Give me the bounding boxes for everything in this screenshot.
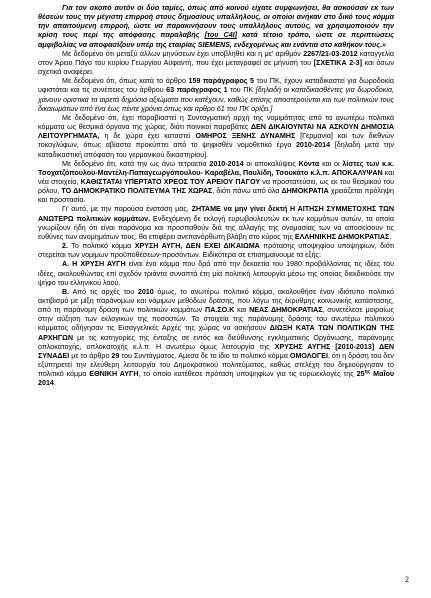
text-span: και όσων σχετικά αναφέρει. [38,58,394,77]
text-span: πρότασης υποψηφίου υποψηφίων, διότι στερείται των νομίμων προϋποθέσεων-προσόντων. Ειδικότερα σε επισημαίνουμε τα εξής: [38,242,394,260]
text-span: 2267/21-03-2012 [303,49,358,58]
text-span: 29 [111,351,120,360]
text-span: είναι ένα κόμμα που δρά από την δεκαετία του 1980 προβάλλοντας τις ιδέες του ιδέες, ακολουθώντας επί σχεδόν τριάντα συναπτά έτη μία πολιτική λειτουργία μέσω της οποίας διεκδικούσε την ψήφο του ελληνικού λαού. [38,260,394,287]
text-span: με τις κατηγορίες της ένταξης σε εντός και διεύθυνσης εγκληματικής Οργάνωσης, παράνομης οπλοκατοχής, οπλοκατοχής κ.λ.π. Η ανωτέρω όμως λειτουργία της [38,333,394,351]
text-span: , συνετέλεσε μοιραίως στην αύξηση των εκλογικών της ποσοστών. Τα στοιχεία της παράνομης δράσης του ανωτέρω πολιτικού κόμματος οδήγησαν τις Εισαγγελικές Αρχές της χώρας να ασκήσουν [38,306,394,333]
text-span: ΤΟ ΔΗΜΟΚΡΑΤΙΚΟ ΠΟΛΙΤΕΥΜΑ ΤΗΣ ΧΩΡΑΣ [61,187,213,196]
text-span: και [234,306,250,315]
text-span: λίστες των κ.κ. Τσοχατζόπουλου-Μαντέλη-Παπαγεωργόπουλου- Καραβέλα, Παυλίδη, Τσουκάτο κ.λ.π. ΑΠΟΚΑΛΥΨΑΝ [38,159,394,177]
text-span: ΠΑ.ΣΟ.Κ [205,306,235,315]
paragraph [38,77,394,114]
text-span: ΝΕΑΣ ΔΗΜΟΚΡΑΤΙΑΣ [249,306,323,315]
paragraph [38,288,394,389]
text-span: ΔΗΜΟΚΡΑΤΙΑ [281,187,329,196]
text-span: 25 [356,370,365,379]
text-span: του Συντάγματος. Αμεσα δε το ίδιο το πολιτικό κόμμα [119,351,290,360]
paragraph-quote [38,4,394,50]
text-span: [Γερμανία] και των διεθνών τοκογλύφων, όπως αβίαστα προκύπτει από το ψηφισθέν νομοθετικό έργο [38,132,394,150]
section-number: 2. [62,242,68,251]
text-span: [του C4I] [204,31,238,40]
text-span: η δε χώρα έχει καταστεί [99,132,196,141]
text-span: ΔΕΝ ΔΙΚΑΙΟΥΝΤΑΙ ΝΑ ΑΣΚΟΥΝ ΔΗΜΟΣΙΑ ΛΕΙΤΟΥΡΓΗΜΑΤΑ, [38,123,394,141]
page-number: 2 [405,575,409,584]
text-span: ΟΜΗΡΟΣ ΞΕΝΗΣ ΔΥΝΑΜΗΣ [195,132,296,141]
text-span: οι αποκαλύψεις [243,159,299,168]
paragraph [38,260,394,287]
text-span: 159 παράγραφος 5 [188,77,255,86]
paragraph [38,160,394,206]
paragraph [38,114,394,160]
document-body [38,4,394,389]
text-span: [ΣΧΕΤΙΚΑ 2-3] [313,58,362,67]
text-span: και νέα στοιχεία, [38,168,394,186]
text-span: 2010-2014 [209,159,244,168]
text-span: όμως, το ανωτέρω πολιτικό κόμμα, ακολουθήσε έναν ιδιότυπο πολιτικό ακτιβισμό με μίξη παράνομων και νόμιμων μεθόδων δράσης, που λόγω της έκρυθμης κοινωνικής κατάστασης, από τη παράνομη δράση των πολιτικών κομμάτων [38,287,394,315]
text-span: , το οποίο κατέθεσε πρόταση υποψηφίων για τις ευρωεκλογές της [138,370,357,379]
text-span: , διότι πάνω από όλα [212,187,282,196]
text-span: Για τον σκοπό αυτόν οι δύο ταμίες, όπως από κοινού είχατε συμφωνήσει, θα ασκούσαν εκ των θέσεών τους την μέγιστη επιρροή στους δημοσίους υπαλλήλους, οι οποίοι ανήκαν στο δικό τους κόμμα την απαιτούμενη επιρροή, ώστε να παρακινήσουν τους υπαλλήλους αυτούς, να χρησιμοποιούν την κρίση τους περί της απόφασης παραλαβής [38,4,394,40]
text-span: ΖΗΤΑΜΕ να μην γίνει δεκτή Η ΑΙΤΗΣΗ ΣΥΜΜΕΤΟΧΗΣ ΤΩΝ ΑΝΩΤΕΡΩ πολιτικών κομμάτων. [38,205,394,223]
text-span: του ΠΚ, έχουν καταδικαστεί για δωροδοκία υφιστάται και τις συνέπειες του άρθρου [38,77,394,95]
paragraph [38,242,394,260]
text-span: Κόντα [298,159,320,168]
text-span: , ότι η δράση του δεν εξυπηρετεί την ελεύθερη λειτουργία του Δημοκρατικού πολιτεύματος, καθώς στελέχη του δημιούργησαν το πολιτικό κόμμα [38,351,394,379]
text-span: Με δεδομένο ότι, κατά την ως άνω τετραετία [62,159,210,168]
text-span: με το άρθρο [69,351,112,360]
text-span: και οι [319,159,340,168]
text-span: [δηλαδή μετά την καταδικαστική απόφαση του γερμανικού δικαστηρίου]. [38,141,394,159]
text-span: Με δεδομένο ότι μεταξύ άλλων μηνύσεων έχει υποβληθεί και η με' αριθμόν [62,49,304,58]
paragraph [38,50,394,77]
text-span: ΔΙΩΞΗ ΚΑΤΑ ΤΩΝ ΠΟΛΙΤΙΚΩΝ ΤΗΣ ΑΡΧΗΓΩΝ [38,324,394,342]
text-span: ΧΡΥΣΗ ΑΥΓΗ, ΔΕΝ ΕΧΕΙ ΔΙΚΑΙΩΜΑ [134,242,260,251]
text-span: ης [364,369,371,376]
text-span: Γι' αυτό, με την παρούσα ένσταση μας, [62,205,192,214]
text-span: του ΠΚ [227,86,256,95]
text-span: 2010 [137,287,154,296]
text-span: που έχει μεταγραφεί σε μήνυσή του [193,58,314,67]
text-span: καταγγελία στον Άρειο Πάγο του κυρίου Γεωργίου Αϋφαντή, [38,49,394,67]
text-span: ΧΡΥΣΗΣ ΑΥΓΗΣ [2010-2013] ΔΕΝ ΣΥΝΑΔΕΙ [38,342,394,360]
text-span: Από τις αρχές του [69,287,138,296]
text-span: [δηλαδή οι καταδικασθέντες για δωροδοκία, χάνουν οριστικά τα αιρετά δημόσια αξιώματα που κατέχουν, καθώς επίσης αποστερούνται και των πολιτικών τους δικαιωμάτων από ένα έως πέντε χρόνια όπως και άρθρο 61 του ΠΚ ορίζει.] [38,86,394,113]
text-span: ΚΑΘΙΣΤΑΤΑΙ ΥΠΕΡΤΑΤΟ ΧΡΕΟΣ ΤΟΥ ΑΡΕΙΟΥ ΠΑΓΟΥ [80,177,261,186]
text-span: Με δεδομένο ότι, έχει παραβιαστεί η Συνταγματική αρχή της νομιμότητας από τα ανωτέρω πολιτικά κόμματα ως θεσμικά όργανα της χώρας, διότι ποινικοί παραβάτες [38,113,394,132]
text-span: . [53,379,56,388]
text-span: Α. Η ΧΡΥΣΗ ΑΥΓΗ [62,260,126,269]
text-span: 2010-2014 [295,141,331,150]
text-span: ΟΜΟΛΟΓΕΙ [289,351,328,360]
text-span: ΕΛΛΗΝΙΚΗΣ ΔΗΜΟΚΡΑΤΙΑΣ [294,232,390,241]
text-span: ΕΘΝΙΚΗ ΑΥΓΗ [89,370,139,379]
paragraph [38,205,394,242]
text-span: Το πολιτικό κόμμα [67,242,135,251]
text-span: Με δεδομένο ότι, όπως κατά το άρθρο [62,77,189,86]
text-span: Ενδεχόμενη δε εκλογή ευρωβουλευτών εκ των κομμάτων αυτών, τα οποία γνωρίζουν ήδη ότι είναι παράνομα και προσπαθούν διά της αλλαγής της ονομασίας των να αποσείσουν τις ευθύνες των ανομημάτων τους, θα επιφέρει ανεπανόρθωτη βλάβη στο κύρος της [38,214,394,241]
text-span: να προστατεύσει, ως εκ του θεσμικού του ρόλου, [38,177,395,196]
text-span: Β. [62,287,70,296]
text-span: . [389,232,392,241]
text-span: χρειάζεται πρόληψη και προστασία. [38,187,394,205]
text-span: 63 παράγραφος 1 [166,86,228,95]
text-span: κατά τέτοιο τρόπο, ώστε σε περιπτώσεις αμφιβολίας να αποφασίζουν υπέρ της εταιρίας SIEMENS, ενδεχομένως και ενάντια στο καθήκον τους.» [38,31,394,49]
text-span: Μαΐου 2014 [38,370,394,388]
